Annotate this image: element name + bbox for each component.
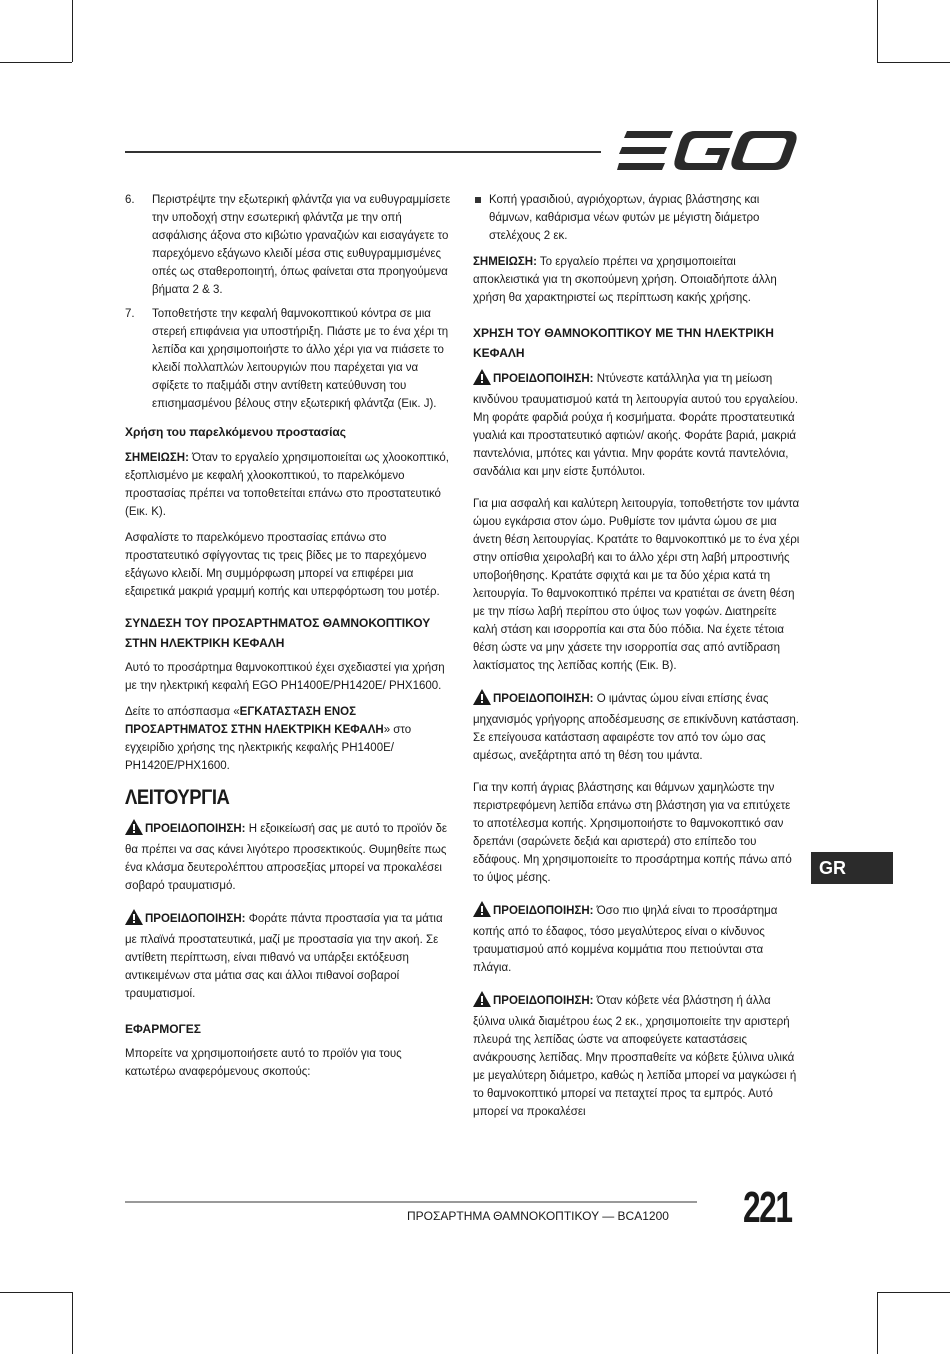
warning-text: Η εξοικείωσή σας με αυτό το προϊόν δε θα πρέπει να σας κάνει λιγότερο προσεκτικούς. Θυμηθείτε πως ένα κλάσμα δευτερολέπτου απροσεξίας μπορεί να προκαλέσει σοβαρό τραυματισμό. xyxy=(125,823,447,892)
crop-mark xyxy=(72,0,73,62)
crop-mark xyxy=(72,1292,73,1354)
language-tab: GR xyxy=(811,852,893,884)
footer-rule xyxy=(125,1201,697,1203)
header-rule xyxy=(125,151,601,153)
warning-label: ΠΡΟΕΙΔΟΠΟΙΗΣΗ: xyxy=(493,693,594,705)
warning-text: Ντύνεστε κατάλληλα για τη μείωση κινδύνου τραυματισμού κατά τη λειτουργία αυτού του εργαλείου. Μη φοράτε φαρδιά ρούχα ή κοσμήματα. Φοράτε προστατευτικά γυαλιά και προστατευτικό αφτιών/ ακοής. Φοράτε βαριά, μακριά παντελόνια, μπότες και γάντια. Μην φοράτε κοντά παντελόνια, σανδάλια και μην είστε ξυπόλυτοι. xyxy=(473,373,799,478)
warning-block xyxy=(473,901,800,977)
crop-mark xyxy=(877,1292,878,1354)
paragraph: Για μια ασφαλή και καλύτερη λειτουργία, τοποθετήστε τον ιμάντα ώμου εγκάρσια στον ώμο. Ρυθμίστε τον ιμάντα ώμου σε μια άνετη θέση λειτουργίας. Κρατάτε το θαμνοκοπτικό με το ένα χέρι στην οπίσθια χειρολαβή και το άλλο χέρι στη λαβή μπροστινής υποβοήθησης. Κρατάτε σφιχτά και με τα δύο χέρια κατά τη λειτουργία. Το θαμνοκοπτικό πρέπει να κρατιέται σε άνετη θέση με την πίσω λαβή περίπου στο ύψος των γοφών. Διατηρείτε καλή στάση και ισορροπία και στα δύο πόδια. Να έχετε τέτοια θέση ώστε να μην χάσετε την ισορροπία σας από αντίδραση λακτίσματος της λεπίδας κοπής (Εικ. B). xyxy=(473,498,800,672)
right-column xyxy=(473,191,800,1129)
list-item-step-7 xyxy=(125,305,455,413)
crop-mark xyxy=(0,1292,72,1293)
warning-block xyxy=(473,689,800,765)
warning-block xyxy=(125,819,455,895)
step-number: 7. xyxy=(125,308,135,320)
guard-note-text: Όταν το εργαλείο χρησιμοποιείται ως χλοοκοπτικό, εξοπλισμένο με κεφαλή χλοοκοπτικού, το παρελκόμενο προστασίας πρέπει να τοποθετείται επάνω στο προστατευτικό (Εικ. K). xyxy=(125,452,449,518)
list-item-step-6 xyxy=(125,191,455,299)
warning-block xyxy=(125,909,455,1003)
operation-heading: ΛΕΙΤΟΥΡΓΙΑ xyxy=(125,786,230,809)
applications-paragraph: Μπορείτε να χρησιμοποιήσετε αυτό το προϊόν για τους κατωτέρω αναφερόμενους σκοπούς: xyxy=(125,1048,402,1078)
warning-block xyxy=(473,991,800,1121)
warning-icon xyxy=(473,689,491,711)
warning-text: Όσο πιο ψηλά είναι το προσάρτημα κοπής από το έδαφος, τόσο μεγαλύτερος είναι ο κίνδυνος τραυματισμού από κομμένα κομμάτια που πετιούνται στα πλάγια. xyxy=(473,905,778,974)
warning-icon xyxy=(473,901,491,923)
note-label: ΣΗΜΕΙΩΣΗ: xyxy=(125,452,189,464)
crop-mark xyxy=(0,62,72,63)
bullet-icon xyxy=(475,197,481,203)
guard-note xyxy=(125,449,455,521)
guard-heading: Χρήση του παρελκόμενου προστασίας xyxy=(125,425,347,439)
warning-text: Όταν κόβετε νέα βλάστηση ή άλλα ξύλινα υλικά διαμέτρου έως 2 εκ., χρησιμοποιείτε την αριστερή πλευρά της λεπίδας ώστε να αποφεύγετε καταστάσεις ανάκρουσης λεπίδας. Μην προσπαθείτε να κόβετε ξύλινα υλικά με μεγαλύτερη διάμετρο, καθώς η λεπίδα μπορεί να μαγκώσει ή το θαμνοκοπτικό μπορεί να πεταχτεί προς τα εμπρός. Αυτό μπορεί να προκαλέσει xyxy=(473,995,797,1118)
warning-label: ΠΡΟΕΙΔΟΠΟΙΗΣΗ: xyxy=(145,823,246,835)
note-label: ΣΗΜΕΙΩΣΗ: xyxy=(473,256,537,268)
use-heading: ΧΡΗΣΗ ΤΟΥ ΘΑΜΝΟΚΟΠΤΙΚΟΥ ΜΕ ΤΗΝ ΗΛΕΚΤΡΙΚΗ ΚΕΦΑΛΗ xyxy=(473,326,774,360)
warning-label: ΠΡΟΕΙΔΟΠΟΙΗΣΗ: xyxy=(493,995,594,1007)
list-item xyxy=(473,191,800,245)
step-text: Περιστρέψτε την εξωτερική φλάντζα για να ευθυγραμμίσετε την υποδοχή στην εσωτερική φλάντζα με την οπή ασφάλισης άξονα στο κιβώτιο γραναζιών και εισαγάγετε το παρεχόμενο εξάγωνο κλειδί μέσα στις ευθυγραμμισμένες οπές ως σταθεροποιητή, όπως φαίνεται στα προηγούμενα βήματα 2 & 3. xyxy=(152,194,451,296)
warning-icon xyxy=(125,909,143,931)
warning-label: ΠΡΟΕΙΔΟΠΟΙΗΣΗ: xyxy=(493,905,594,917)
note xyxy=(473,253,800,307)
text-fragment: » στο εγχειρίδιο χρήσης της ηλεκτρικής κεφαλής PH1400E/ PH1420E/PHX1600. xyxy=(125,724,412,772)
ego-logo xyxy=(617,131,799,171)
warning-icon xyxy=(473,991,491,1013)
note-text: Το εργαλείο πρέπει να χρησιμοποιείται αποκλειστικά για τη σκοπούμενη χρήση. Οποιαδήποτε άλλη χρήση θα χαρακτηριστεί ως περίπτωση κακής χρήσης. xyxy=(473,256,777,304)
connect-paragraph-2 xyxy=(125,703,455,775)
warning-text: Φοράτε πάντα προστασία για τα μάτια με πλαϊνά προστατευτικά, μαζί με προστασία για την ακοή. Σε αντίθετη περίπτωση, είναι πιθανό να υπάρξει εκτόξευση αντικειμένων στα μάτια σας και άλλοι πιθανοί σοβαροί τραυματισμοί. xyxy=(125,913,443,1000)
warning-icon xyxy=(473,369,491,391)
warning-label: ΠΡΟΕΙΔΟΠΟΙΗΣΗ: xyxy=(493,373,594,385)
footer-title: ΠΡΟΣΑΡΤΗΜΑ ΘΑΜΝΟΚΟΠΤΙΚΟΥ — BCA1200 xyxy=(407,1209,669,1223)
crop-mark xyxy=(877,0,878,62)
crop-mark xyxy=(877,1292,950,1293)
warning-label: ΠΡΟΕΙΔΟΠΟΙΗΣΗ: xyxy=(145,913,246,925)
warning-text: Ο ιμάντας ώμου είναι επίσης ένας μηχανισμός γρήγορης αποδέσμευσης σε επικίνδυνη κατάσταση. Σε επείγουσα κατάσταση αφαιρέστε τον από τον ώμο σας αμέσως, ανεξάρτητα από τη θέση του ιμάντα. xyxy=(473,693,800,762)
text-fragment: Δείτε το απόσπασμα « xyxy=(125,706,240,718)
page-number: 221 xyxy=(743,1183,792,1232)
connect-heading: ΣΥΝΔΕΣΗ ΤΟΥ ΠΡΟΣΑΡΤΗΜΑΤΟΣ ΘΑΜΝΟΚΟΠΤΙΚΟΥ ΣΤΗΝ ΗΛΕΚΤΡΙΚΗ ΚΕΦΑΛΗ xyxy=(125,616,431,650)
bullet-text: Κοπή γρασιδιού, αγριόχορτων, άγριας βλάστησης και θάμνων, καθάρισμα νέων φυτών με μέγιστη διάμετρο στελέχους 2 εκ. xyxy=(489,194,760,242)
section-reference: ΕΓΚΑΤΑΣΤΑΣΗ ΕΝΟΣ ΠΡΟΣΑΡΤΗΜΑΤΟΣ ΣΤΗΝ ΗΛΕΚΤΡΙΚΗ ΚΕΦΑΛΗ xyxy=(125,706,384,736)
step-text: Τοποθετήστε την κεφαλή θαμνοκοπτικού κόντρα σε μια στερεή επιφάνεια για υποστήριξη. Πιάστε με το ένα χέρι τη λεπίδα και χρησιμοποιήστε το άλλο χέρι για να πιάσετε το κλειδί πολλαπλών λειτουργιών που παρέχεται για να σφίξετε το παξιμάδι στην αντίθετη κατεύθυνση του επισημασμένου βέλους στην εξωτερική φλάντζα (Εικ. J). xyxy=(152,308,449,410)
crop-mark xyxy=(877,62,950,63)
connect-paragraph-1: Αυτό το προσάρτημα θαμνοκοπτικού έχει σχεδιαστεί για χρήση με την ηλεκτρική κεφαλή EGO PH1400E/PH1420E/ PHX1600. xyxy=(125,662,445,692)
guard-paragraph: Ασφαλίστε το παρελκόμενο προστασίας επάνω στο προστατευτικό σφίγγοντας τις τρεις βίδες με το παρεχόμενο εξάγωνο κλειδί. Μη συμμόρφωση μπορεί να επιφέρει μια εξαιρετικά μακριά γραμμή κοπής και υπερφόρτωση του μοτέρ. xyxy=(125,532,440,598)
step-number: 6. xyxy=(125,194,135,206)
warning-block xyxy=(473,369,800,481)
applications-heading: ΕΦΑΡΜΟΓΕΣ xyxy=(125,1022,201,1036)
paragraph: Για την κοπή άγριας βλάστησης και θάμνων χαμηλώστε την περιστρεφόμενη λεπίδα επάνω στη βλάστηση για να επιτύχετε το αποτέλεσμα κοπής. Χρησιμοποιήστε το θαμνοκοπτικό σαν δρεπάνι (σαρώνετε δεξιά και αριστερά) στο επίπεδο του εδάφους. Μη χρησιμοποιείτε το προσάρτημα κοπής πάνω από το ύψος μέσης. xyxy=(473,782,792,884)
ego-logo-graphic xyxy=(617,131,799,171)
warning-icon xyxy=(125,819,143,841)
left-column xyxy=(125,191,455,1089)
